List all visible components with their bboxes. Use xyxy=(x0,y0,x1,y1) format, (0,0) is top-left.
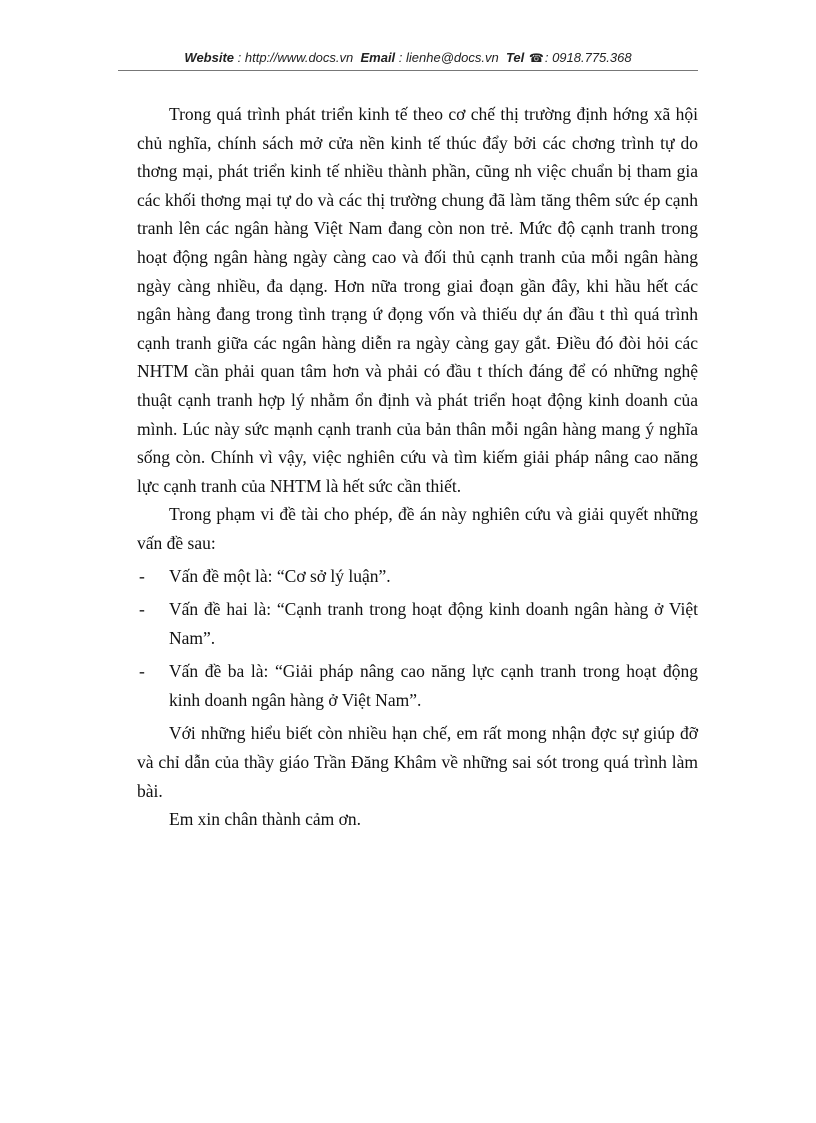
website-label: Website xyxy=(184,50,235,65)
document-body xyxy=(137,100,698,834)
list-item-text: Vấn đề hai là: “Cạnh tranh trong hoạt động kinh doanh ngân hàng ở Việt Nam”. xyxy=(169,599,698,648)
page-header xyxy=(118,50,698,65)
tel-number: : 0918.775.368 xyxy=(544,50,632,65)
list-item-text: Vấn đề ba là: “Giải pháp nâng cao năng lực cạnh tranh trong hoạt động kinh doanh ngân hàng ở Việt Nam”. xyxy=(169,661,698,710)
list-item xyxy=(137,595,698,652)
tel-label: Tel xyxy=(505,50,525,65)
list-item xyxy=(137,657,698,714)
list-bullet: - xyxy=(139,661,145,682)
closing-paragraph: Em xin chân thành cảm ơn. xyxy=(169,809,361,830)
website-url[interactable]: : http://www.docs.vn xyxy=(237,50,354,65)
scope-paragraph: Trong phạm vi đề tài cho phép, đề án này nghiên cứu và giải quyết những vấn đề sau: xyxy=(137,504,698,553)
list-item-text: Vấn đề một là: “Cơ sở lý luận”. xyxy=(169,565,391,586)
list-bullet: - xyxy=(139,599,145,620)
list-bullet: - xyxy=(139,565,145,586)
intro-paragraph: Trong quá trình phát triển kinh tế theo cơ chế thị trường định hớng xã hội chủ nghĩa, chính sách mở cửa nền kinh tế thúc đẩy bởi các chơng trình tự do thơng mại, phát triển kinh tế nhiều thành phần, cũng nh việc chuẩn bị tham gia các khối thơng mại tự do và các thị trường chung đã làm tăng thêm sức ép cạnh tranh lên các ngân hàng Việt Nam đang còn non trẻ. Mức độ cạnh tranh trong hoạt động ngân hàng ngày càng cao và đối thủ cạnh tranh của mỗi ngân hàng ngày càng nhiều, đa dạng. Hơn nữa trong giai đoạn gần đây, khi hầu hết các ngân hàng đang trong tình trạng ứ đọng vốn và thiếu dự án đầu t thì quá trình cạnh tranh giữa các ngân hàng diễn ra ngày càng gay gắt. Điều đó đòi hỏi các NHTM cần phải quan tâm hơn và phải có đầu t thích đáng để có những nghệ thuật cạnh tranh hợp lý nhằm ổn định và phát triển hoạt động kinh doanh của mình. Lúc này sức mạnh cạnh tranh của bản thân mỗi ngân hàng mang ý nghĩa sống còn. Chính vì vậy, việc nghiên cứu và tìm kiếm giải pháp nâng cao năng lực cạnh tranh của NHTM là hết sức cần thiết. xyxy=(137,104,698,496)
email-address[interactable]: : lienhe@docs.vn xyxy=(398,50,499,65)
phone-icon: ☎ xyxy=(528,51,544,65)
header-divider xyxy=(118,70,698,71)
acknowledgement-paragraph: Với những hiểu biết còn nhiều hạn chế, em rất mong nhận đợc sự giúp đỡ và chỉ dẫn của thầy giáo Trần Đăng Khâm về những sai sót trong quá trình làm bài. xyxy=(137,723,698,801)
email-label: Email xyxy=(360,50,396,65)
list-item xyxy=(137,562,698,591)
topics-list xyxy=(137,562,698,715)
